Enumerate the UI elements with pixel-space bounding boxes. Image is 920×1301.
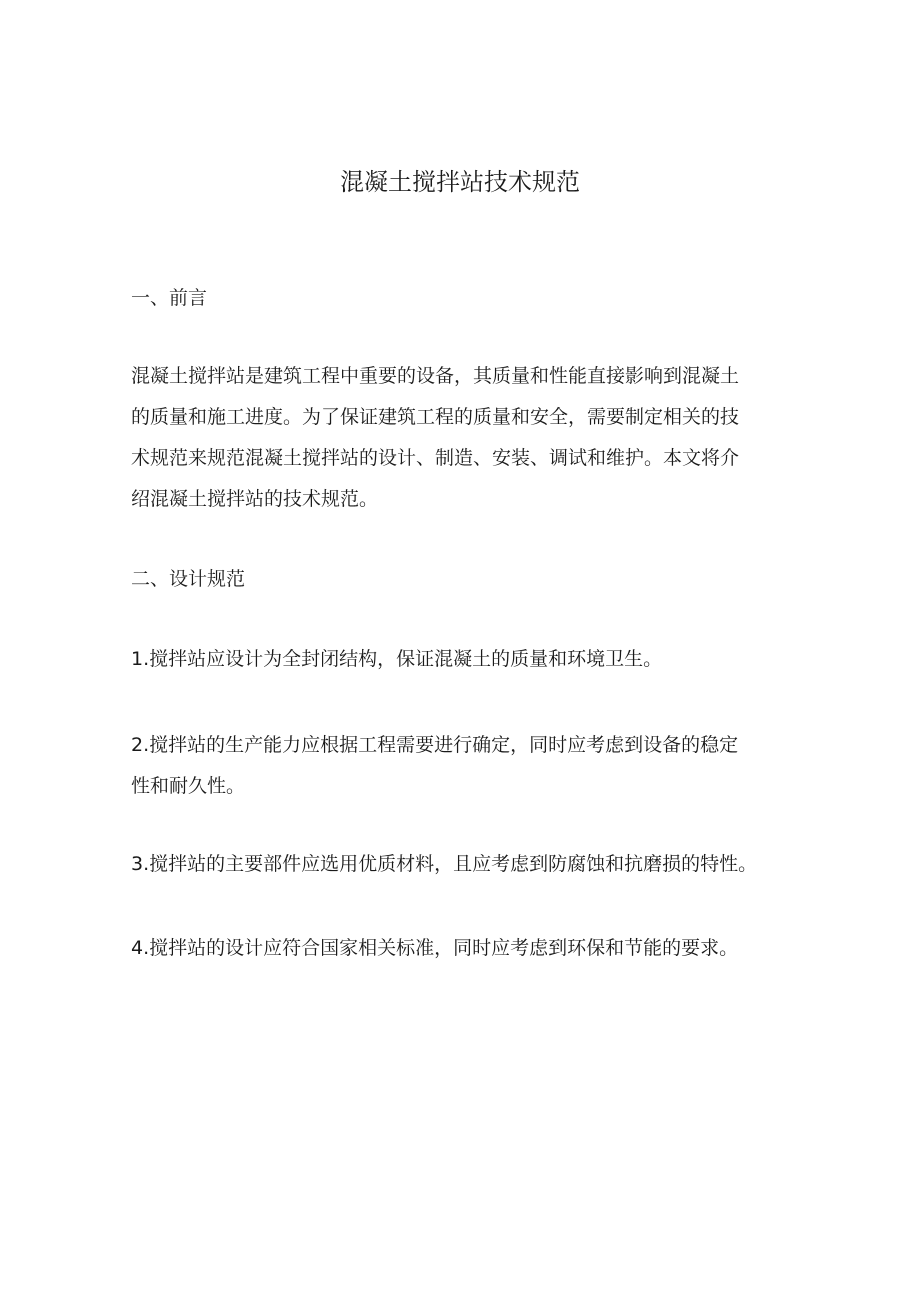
paragraph-line: 术规范来规范混凝土搅拌站的设计、制造、安装、调试和维护。本文将介 [131,447,740,469]
section-heading-design: 二、设计规范 [131,568,246,590]
design-item-1 [131,639,791,680]
document-title: 混凝土搅拌站技术规范 [340,168,580,196]
paragraph-line: 3.搅拌站的主要部件应选用优质材料，且应考虑到防腐蚀和抗磨损的特性。 [131,853,758,875]
paragraph-line: 2.搅拌站的生产能力应根据工程需要进行确定，同时应考虑到设备的稳定 [131,734,739,756]
paragraph-line: 绍混凝土搅拌站的技术规范。 [131,488,379,510]
design-item-4 [131,928,791,969]
design-item-3 [131,844,791,885]
section-heading-preface: 一、前言 [131,287,208,309]
paragraph-line: 4.搅拌站的设计应符合国家相关标准，同时应考虑到环保和节能的要求。 [131,937,739,959]
paragraph-line: 的质量和施工进度。为了保证建筑工程的质量和安全，需要制定相关的技 [131,406,740,428]
design-item-2 [131,725,791,807]
paragraph-line: 性和耐久性。 [131,775,246,797]
paragraph-line: 1.搅拌站应设计为全封闭结构，保证混凝土的质量和环境卫生。 [131,648,663,670]
preface-paragraph [131,356,791,520]
paragraph-line: 混凝土搅拌站是建筑工程中重要的设备，其质量和性能直接影响到混凝土 [131,365,740,387]
